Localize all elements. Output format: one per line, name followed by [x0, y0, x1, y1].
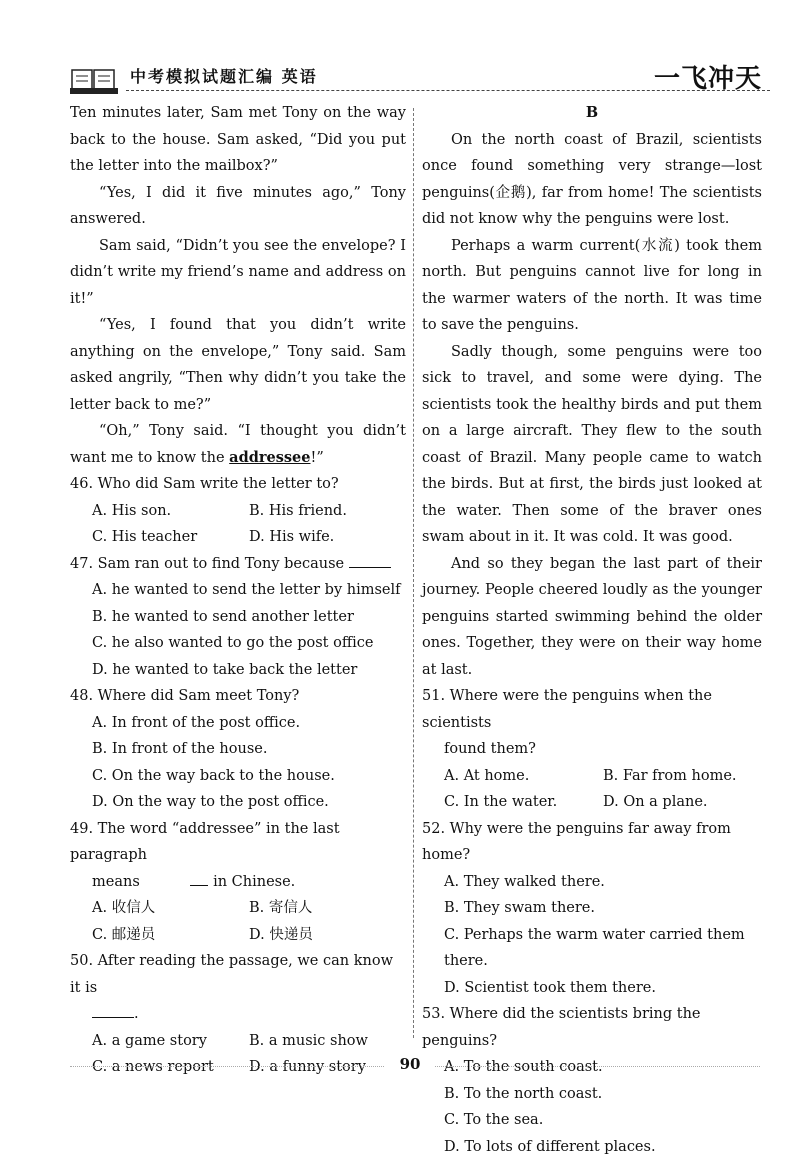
column-divider [413, 108, 414, 1038]
question-stem [70, 551, 406, 578]
question-stem: 49. The word “addressee” in the last paragraph [70, 816, 406, 869]
option-d: D. His wife. [249, 524, 406, 551]
option-d: D. 快递员 [249, 922, 406, 949]
option-c: C. In the water. [444, 789, 603, 816]
option-b: B. In front of the house. [70, 736, 406, 763]
passage-paragraph: And so they began the last part of their journey. People cheered loudly as the younger penguins started swimming behind the older ones. Together, they were on their way home at last. [422, 551, 762, 684]
question-stem: 52. Why were the penguins far away from home? [422, 816, 762, 869]
option-b: B. a music show [249, 1028, 406, 1055]
option-a: A. 收信人 [92, 895, 249, 922]
passage-paragraph: Perhaps a warm current(水流) took them north. But penguins cannot live for long in the warmer waters of the north. It was time to save the penguins. [422, 233, 762, 339]
option-b: B. They swam there. [422, 895, 762, 922]
question-49 [70, 816, 406, 949]
page-header [70, 58, 770, 100]
answer-blank [190, 871, 208, 886]
option-b: B. To the north coast. [422, 1081, 762, 1108]
page-number: 90 [385, 1055, 435, 1073]
question-47 [70, 551, 406, 684]
option-a: A. a game story [92, 1028, 249, 1055]
answer-blank-line: . [70, 1001, 406, 1028]
brand-title: 一飞冲天 [654, 58, 762, 95]
question-53 [422, 1001, 762, 1160]
keyword-addressee: addressee [229, 449, 310, 466]
option-b: B. His friend. [249, 498, 406, 525]
question-stem: 53. Where did the scientists bring the penguins? [422, 1001, 762, 1054]
question-46 [70, 471, 406, 551]
option-d: D. Scientist took them there. [422, 975, 762, 1002]
option-c: C. His teacher [92, 524, 249, 551]
passage-paragraph: Sadly though, some penguins were too sick to travel, and some were dying. The scientists took the healthy birds and put them on a large aircraft. They flew to the south coast of Brazil. Many people came to watch the birds. But at first, the birds just looked at the water. Then some of the braver ones swam about in it. It was cold. It was good. [422, 339, 762, 551]
option-d: D. To lots of different places. [422, 1134, 762, 1160]
option-b: B. 寄信人 [249, 895, 406, 922]
question-52 [422, 816, 762, 1002]
question-stem-text: 47. Sam ran out to find Tony because [70, 556, 344, 572]
answer-blank [92, 1003, 134, 1018]
paragraph-text: “Oh,” Tony said. “I thought you didn’t want me to know the [70, 423, 406, 466]
passage-paragraph: Ten minutes later, Sam met Tony on the way back to the house. Sam asked, “Did you put the letter into the mailbox?” [70, 100, 406, 180]
option-c: C. he also wanted to go the post office [70, 630, 406, 657]
option-d: D. On a plane. [603, 789, 762, 816]
stem-text: means [92, 874, 140, 890]
question-51 [422, 683, 762, 816]
option-d: D. On the way to the post office. [70, 789, 406, 816]
option-c: C. Perhaps the warm water carried them there. [422, 922, 762, 975]
paragraph-text: !” [311, 450, 324, 466]
option-a: A. To the south coast. [422, 1054, 762, 1081]
option-a: A. In front of the post office. [70, 710, 406, 737]
question-48 [70, 683, 406, 816]
book-logo-icon [70, 66, 118, 96]
book-title: 中考模拟试题汇编 英语 [130, 64, 318, 87]
question-50 [70, 948, 406, 1081]
question-stem: 46. Who did Sam write the letter to? [70, 471, 406, 498]
passage-paragraph: “Yes, I found that you didn’t write anything on the envelope,” Tony said. Sam asked angrily, “Then why didn’t you take the letter back to me?” [70, 312, 406, 418]
option-a: A. he wanted to send the letter by himself [70, 577, 406, 604]
option-c: C. To the sea. [422, 1107, 762, 1134]
passage-paragraph: On the north coast of Brazil, scientists once found something very strange—lost penguins(企鹅), far from home! The scientists did not know why the penguins were lost. [422, 127, 762, 233]
option-a: A. At home. [444, 763, 603, 790]
left-column [70, 100, 406, 1081]
option-a: A. They walked there. [422, 869, 762, 896]
header-rule [126, 90, 770, 91]
stem-text: in Chinese. [213, 874, 295, 890]
question-stem: 48. Where did Sam meet Tony? [70, 683, 406, 710]
option-a: A. His son. [92, 498, 249, 525]
option-b: B. Far from home. [603, 763, 762, 790]
section-title: B [422, 100, 762, 127]
question-stem-cont: found them? [422, 736, 762, 763]
question-stem: 50. After reading the passage, we can know it is [70, 948, 406, 1001]
option-c: C. On the way back to the house. [70, 763, 406, 790]
option-b: B. he wanted to send another letter [70, 604, 406, 631]
option-c: C. 邮递员 [92, 922, 249, 949]
passage-paragraph: “Yes, I did it five minutes ago,” Tony answered. [70, 180, 406, 233]
option-c: C. a news report [92, 1054, 249, 1081]
right-column [422, 100, 762, 1160]
passage-paragraph [70, 418, 406, 471]
option-d: D. a funny story [249, 1054, 406, 1081]
question-stem: 51. Where were the penguins when the scientists [422, 683, 762, 736]
passage-paragraph: Sam said, “Didn’t you see the envelope? I didn’t write my friend’s name and address on it!” [70, 233, 406, 313]
answer-blank [349, 553, 391, 568]
question-stem-cont [70, 869, 406, 896]
option-d: D. he wanted to take back the letter [70, 657, 406, 684]
